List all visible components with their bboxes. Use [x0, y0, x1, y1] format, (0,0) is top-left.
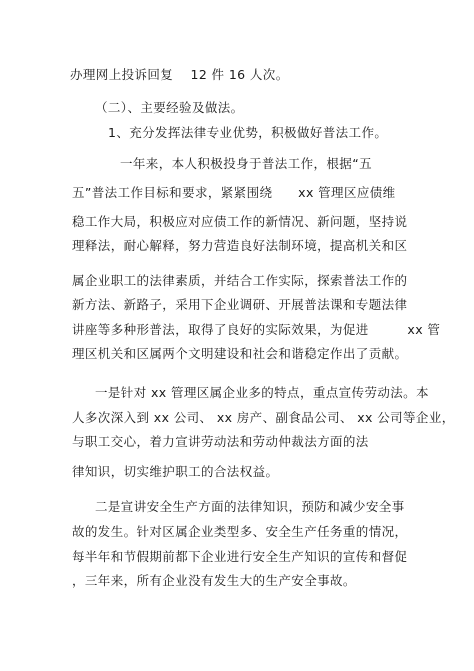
text-line: 人多次深入到 xx 公司、 xx 房产、副食品公司、 xx 公司等企业，	[72, 410, 455, 425]
text-line: 理区机关和区属两个文明建设和社会和谐稳定作出了贡献。	[72, 346, 408, 361]
subsection-heading: 1、充分发挥法律专业优势，积极做好普法工作。	[108, 125, 388, 140]
text-line: 故的发生。针对区属企业类型多、安全生产任务重的情况，	[72, 524, 408, 539]
text-line: 稳工作大局，积极应对应债工作的新情况、新问题，坚持说	[72, 214, 408, 229]
text-line: ，三年来，所有企业没有发生大的生产安全事故。	[72, 573, 356, 588]
text-line: 新方法、新路子，采用下企业调研、开展普法课和专题法律	[72, 297, 408, 312]
text-line: 五”普法工作目标和要求，紧紧围绕 xx 管理区应债维	[72, 185, 396, 200]
section-heading: （二）、主要经验及做法。	[95, 100, 244, 115]
text-line: 一年来，本人积极投身于普法工作，根据“五	[120, 156, 372, 171]
text-line: 办理网上投诉回复 12 件 16 人次。	[70, 67, 289, 82]
text-line: 与职工交心，着力宣讲劳动法和劳动仲裁法方面的法	[72, 434, 369, 449]
text-line: 讲座等多种形普法，取得了良好的实际效果，为促进 xx 管	[72, 322, 441, 337]
text-line: 理释法，耐心解释，努力营造良好法制环境，提高机关和区	[72, 238, 408, 253]
text-line: 二是宣讲安全生产方面的法律知识，预防和减少安全事	[95, 499, 405, 514]
text-line: 一是针对 xx 管理区属企业多的特点，重点宣传劳动法。本	[95, 385, 429, 400]
text-line: 每半年和节假期前都下企业进行安全生产知识的宣传和督促	[72, 549, 408, 564]
text-line: 属企业职工的法律素质，并结合工作实际，探索普法工作的	[72, 273, 408, 288]
text-line: 律知识，切实维护职工的合法权益。	[72, 464, 279, 479]
